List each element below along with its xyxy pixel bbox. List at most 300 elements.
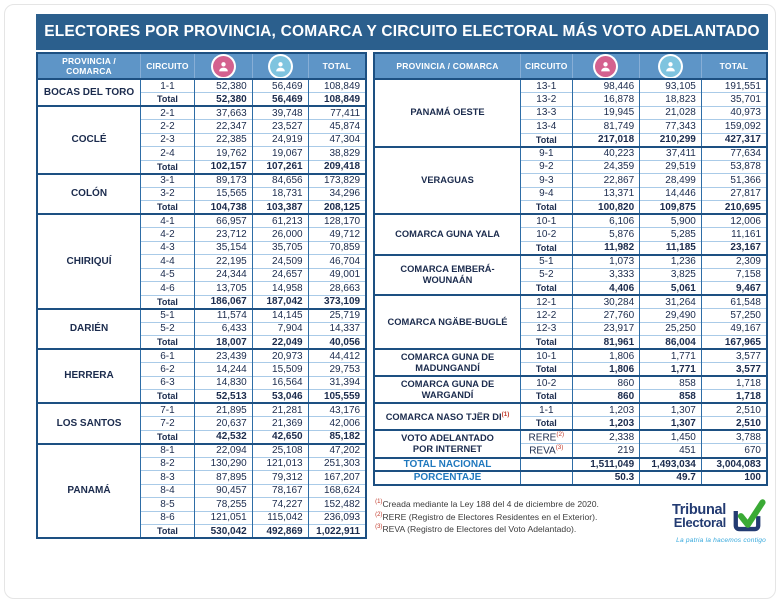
female-count: 15,565	[194, 187, 252, 201]
total-count: 3,577	[701, 349, 767, 363]
male-total: 210,299	[640, 133, 702, 147]
circuit-row	[37, 444, 366, 458]
male-count: 24,509	[252, 255, 308, 269]
total-label: Total	[141, 390, 195, 404]
circuit-label: 13-1	[520, 79, 572, 93]
female-count: 16,878	[572, 93, 640, 107]
female-total: 18,007	[194, 336, 252, 350]
total-count: 44,412	[308, 349, 366, 363]
grand-total: 167,965	[701, 336, 767, 350]
circuit-label: 12-2	[520, 309, 572, 323]
circuit-label: 8-4	[141, 484, 195, 498]
right-table-header	[374, 53, 767, 79]
male-total: 858	[640, 390, 702, 404]
grand-total: 1,022,911	[308, 525, 366, 539]
circuit-label: 1-1	[141, 79, 195, 93]
female-count: 37,663	[194, 106, 252, 120]
female-count: 30,284	[572, 295, 640, 309]
total-count: 61,548	[701, 295, 767, 309]
footnote-text: RERE (Registro de Electores Residentes en el Exterior).	[382, 511, 598, 522]
female-count: 13,705	[194, 282, 252, 296]
female-count: 22,385	[194, 133, 252, 147]
summary-male: 49.7	[640, 471, 702, 485]
grand-total: 9,467	[701, 282, 767, 296]
province-name: COMARCA EMBERÁ-WOUNAÁN	[374, 255, 520, 296]
circuit-row	[374, 147, 767, 161]
footnote-text: Creada mediante la Ley 188 del 4 de diciembre de 2020.	[382, 498, 599, 509]
female-count: 121,051	[194, 511, 252, 525]
male-count: 21,369	[252, 417, 308, 431]
male-count: 5,285	[640, 228, 702, 242]
footnotes	[373, 498, 599, 544]
circuit-label: 2-4	[141, 147, 195, 161]
circuit-label: 12-3	[520, 322, 572, 336]
female-total: 1,203	[572, 417, 640, 431]
male-count: 14,958	[252, 282, 308, 296]
total-count: 236,093	[308, 511, 366, 525]
total-count: 51,366	[701, 174, 767, 188]
circuit-label: 2-2	[141, 120, 195, 134]
total-count: 251,303	[308, 457, 366, 471]
female-count: 98,446	[572, 79, 640, 93]
total-count: 2,309	[701, 255, 767, 269]
male-count: 35,705	[252, 241, 308, 255]
male-count: 31,264	[640, 295, 702, 309]
female-count: 14,244	[194, 363, 252, 377]
male-count: 1,450	[640, 430, 702, 444]
circuit-label: 10-2	[520, 376, 572, 390]
total-column-header: TOTAL	[701, 53, 767, 79]
grand-total: 210,695	[701, 201, 767, 215]
province-name: COMARCA NASO TJËR DI$^{(1)}$	[374, 403, 520, 430]
circuit-row	[374, 430, 767, 444]
female-count: 6,106	[572, 214, 640, 228]
total-count: 49,001	[308, 268, 366, 282]
footnote-marker: (3)	[555, 444, 564, 452]
male-total: 5,061	[640, 282, 702, 296]
male-count: 14,145	[252, 309, 308, 323]
male-count: 3,825	[640, 268, 702, 282]
circuit-row	[37, 79, 366, 93]
male-count: 56,469	[252, 79, 308, 93]
province-name: LOS SANTOS	[37, 403, 141, 444]
province-name: COCLÉ	[37, 106, 141, 174]
female-total: 4,406	[572, 282, 640, 296]
province-name: COLÓN	[37, 174, 141, 215]
male-elector-icon	[660, 56, 681, 77]
total-count: 159,092	[701, 120, 767, 134]
total-count: 14,337	[308, 322, 366, 336]
circuit-label: 6-3	[141, 376, 195, 390]
male-count: 21,028	[640, 106, 702, 120]
male-count: 14,446	[640, 187, 702, 201]
male-count: 15,509	[252, 363, 308, 377]
male-count: 20,973	[252, 349, 308, 363]
total-count: 12,006	[701, 214, 767, 228]
female-count: 2,338	[572, 430, 640, 444]
circuit-label: 6-2	[141, 363, 195, 377]
circuit-label: 5-2	[520, 268, 572, 282]
female-count: 20,637	[194, 417, 252, 431]
province-name: BOCAS DEL TORO	[37, 79, 141, 106]
circuit-label: 13-2	[520, 93, 572, 107]
province-name: PANAMÁ OESTE	[374, 79, 520, 147]
grand-total: 23,167	[701, 241, 767, 255]
female-total: 104,738	[194, 201, 252, 215]
male-total: 86,004	[640, 336, 702, 350]
male-count: 29,519	[640, 160, 702, 174]
circuit-row	[374, 255, 767, 269]
male-count: 21,281	[252, 403, 308, 417]
female-count: 3,333	[572, 268, 640, 282]
male-column-header	[640, 53, 702, 79]
circuit-row	[37, 174, 366, 188]
circuit-label: 4-2	[141, 228, 195, 242]
circuit-label: 8-1	[141, 444, 195, 458]
male-total: 187,042	[252, 295, 308, 309]
male-count: 37,411	[640, 147, 702, 161]
province-name: COMARCA GUNA YALA	[374, 214, 520, 255]
total-label: Total	[520, 336, 572, 350]
female-count: 27,760	[572, 309, 640, 323]
total-count: 7,158	[701, 268, 767, 282]
total-label: Total	[141, 93, 195, 107]
circuit-label: 8-2	[141, 457, 195, 471]
circuit-column-header: CIRCUITO	[520, 53, 572, 79]
total-count: 191,551	[701, 79, 767, 93]
female-count: 860	[572, 376, 640, 390]
male-total: 22,049	[252, 336, 308, 350]
total-label: Total	[141, 160, 195, 174]
male-count: 1,236	[640, 255, 702, 269]
total-count: 173,829	[308, 174, 366, 188]
checkmark-icon	[728, 498, 766, 536]
grand-total: 3,577	[701, 363, 767, 377]
male-count: 61,213	[252, 214, 308, 228]
footnote	[375, 498, 599, 511]
total-count: 77,634	[701, 147, 767, 161]
total-column-header: TOTAL	[308, 53, 366, 79]
circuit-row	[37, 214, 366, 228]
female-count: 22,867	[572, 174, 640, 188]
summary-row	[374, 458, 767, 472]
page-title: ELECTORES POR PROVINCIA, COMARCA Y CIRCUITO ELECTORAL MÁS VOTO ADELANTADO	[36, 14, 768, 50]
male-count: 451	[640, 444, 702, 458]
total-count: 31,394	[308, 376, 366, 390]
male-total: 56,469	[252, 93, 308, 107]
circuit-label: 12-1	[520, 295, 572, 309]
circuit-label: 5-2	[141, 322, 195, 336]
circuit-row	[374, 214, 767, 228]
grand-total: 1,718	[701, 390, 767, 404]
circuit-label: 10-1	[520, 349, 572, 363]
male-count: 23,527	[252, 120, 308, 134]
right-table	[373, 52, 768, 486]
total-count: 47,202	[308, 444, 366, 458]
total-count: 49,167	[701, 322, 767, 336]
right-column	[373, 52, 768, 544]
female-elector-icon	[595, 56, 616, 77]
province-column-header: PROVINCIA / COMARCA	[37, 53, 141, 79]
circuit-label: 3-2	[141, 187, 195, 201]
female-count: 22,347	[194, 120, 252, 134]
circuit-label: 3-1	[141, 174, 195, 188]
grand-total: 209,418	[308, 160, 366, 174]
male-count: 5,900	[640, 214, 702, 228]
male-count: 26,000	[252, 228, 308, 242]
grand-total: 105,559	[308, 390, 366, 404]
circuit-label: 5-1	[520, 255, 572, 269]
total-count: 1,718	[701, 376, 767, 390]
circuit-label: 9-1	[520, 147, 572, 161]
footnote-marker: (3)	[375, 524, 383, 531]
footnote-marker: (2)	[556, 431, 565, 438]
male-count: 39,748	[252, 106, 308, 120]
female-count: 35,154	[194, 241, 252, 255]
total-count: 2,510	[701, 403, 767, 417]
female-count: 89,173	[194, 174, 252, 188]
logo-tagline: La patria la hacemos contigo	[676, 536, 766, 544]
total-label: Total	[141, 336, 195, 350]
female-count: 19,762	[194, 147, 252, 161]
female-count: 1,806	[572, 349, 640, 363]
total-count: 168,624	[308, 484, 366, 498]
total-label: Total	[520, 241, 572, 255]
total-count: 128,170	[308, 214, 366, 228]
female-count: 87,895	[194, 471, 252, 485]
summary-label: TOTAL NACIONAL	[374, 458, 520, 472]
total-label: Total	[520, 133, 572, 147]
province-name: VOTO ADELANTADO POR INTERNET	[374, 430, 520, 458]
grand-total: 2,510	[701, 417, 767, 431]
total-count: 3,788	[701, 430, 767, 444]
total-count: 43,176	[308, 403, 366, 417]
grand-total: 427,317	[701, 133, 767, 147]
province-name: COMARCA GUNA DE MADUNGANDÍ	[374, 349, 520, 376]
total-count: 28,663	[308, 282, 366, 296]
circuit-label: 4-4	[141, 255, 195, 269]
female-count: 66,957	[194, 214, 252, 228]
male-total: 11,185	[640, 241, 702, 255]
female-count: 11,574	[194, 309, 252, 323]
circuit-row	[374, 295, 767, 309]
grand-total: 373,109	[308, 295, 366, 309]
male-count: 7,904	[252, 322, 308, 336]
female-count: 5,876	[572, 228, 640, 242]
female-total: 52,380	[194, 93, 252, 107]
circuit-column-header: CIRCUITO	[141, 53, 195, 79]
total-count: 38,829	[308, 147, 366, 161]
circuit-label: 5-1	[141, 309, 195, 323]
summary-label: PORCENTAJE	[374, 471, 520, 485]
province-name: COMARCA GUNA DE WARGANDÍ	[374, 376, 520, 403]
male-total: 109,875	[640, 201, 702, 215]
circuit-label: 8-3	[141, 471, 195, 485]
summary-female: 1,511,049	[572, 458, 640, 472]
footer	[373, 498, 768, 544]
female-count: 219	[572, 444, 640, 458]
circuit-label: 10-2	[520, 228, 572, 242]
female-count: 6,433	[194, 322, 252, 336]
female-elector-icon	[213, 56, 234, 77]
total-count: 29,753	[308, 363, 366, 377]
male-count: 24,657	[252, 268, 308, 282]
total-count: 34,296	[308, 187, 366, 201]
male-count: 19,067	[252, 147, 308, 161]
female-count: 130,290	[194, 457, 252, 471]
female-count: 1,203	[572, 403, 640, 417]
total-count: 108,849	[308, 79, 366, 93]
circuit-row	[374, 403, 767, 417]
male-count: 79,312	[252, 471, 308, 485]
total-count: 77,411	[308, 106, 366, 120]
circuit-row	[37, 106, 366, 120]
male-column-header	[252, 53, 308, 79]
female-count: 19,945	[572, 106, 640, 120]
male-count: 93,105	[640, 79, 702, 93]
summary-female: 50.3	[572, 471, 640, 485]
male-total: 107,261	[252, 160, 308, 174]
total-count: 27,817	[701, 187, 767, 201]
total-count: 53,878	[701, 160, 767, 174]
summary-total: 100	[701, 471, 767, 485]
male-elector-icon	[270, 56, 291, 77]
male-count: 77,343	[640, 120, 702, 134]
footnote	[375, 523, 599, 536]
female-total: 52,513	[194, 390, 252, 404]
female-count: 81,749	[572, 120, 640, 134]
province-name: VERAGUAS	[374, 147, 520, 215]
circuit-label: 4-1	[141, 214, 195, 228]
female-count: 22,195	[194, 255, 252, 269]
total-count: 670	[701, 444, 767, 458]
circuit-row	[37, 403, 366, 417]
female-count: 22,094	[194, 444, 252, 458]
circuit-row	[37, 309, 366, 323]
province-name: COMARCA NGÄBE-BUGLÉ	[374, 295, 520, 349]
grand-total: 40,056	[308, 336, 366, 350]
total-label: Total	[141, 430, 195, 444]
left-table-header	[37, 53, 366, 79]
circuit-label: 4-5	[141, 268, 195, 282]
female-total: 186,067	[194, 295, 252, 309]
female-total: 42,532	[194, 430, 252, 444]
province-column-header: PROVINCIA / COMARCA	[374, 53, 520, 79]
circuit-label: 6-1	[141, 349, 195, 363]
circuit-label: 7-1	[141, 403, 195, 417]
total-label: Total	[520, 282, 572, 296]
female-count: 23,712	[194, 228, 252, 242]
total-label: Total	[141, 201, 195, 215]
total-count: 45,874	[308, 120, 366, 134]
grand-total: 208,125	[308, 201, 366, 215]
female-count: 90,457	[194, 484, 252, 498]
female-count: 13,371	[572, 187, 640, 201]
circuit-label: RERE$^{(2)}$	[520, 430, 572, 444]
female-total: 860	[572, 390, 640, 404]
total-count: 42,006	[308, 417, 366, 431]
female-count: 21,895	[194, 403, 252, 417]
female-count: 1,073	[572, 255, 640, 269]
male-total: 103,387	[252, 201, 308, 215]
total-label: Total	[520, 363, 572, 377]
female-count: 52,380	[194, 79, 252, 93]
footnote-marker: (1)	[375, 498, 383, 505]
total-count: 152,482	[308, 498, 366, 512]
male-total: 492,869	[252, 525, 308, 539]
circuit-label: 2-3	[141, 133, 195, 147]
circuit-row	[374, 79, 767, 93]
left-table	[36, 52, 367, 539]
logo-wordmark: Tribunal Electoral	[672, 501, 726, 531]
male-count: 29,490	[640, 309, 702, 323]
circuit-label: 9-2	[520, 160, 572, 174]
female-column-header	[572, 53, 640, 79]
circuit-label: 9-3	[520, 174, 572, 188]
female-count: 14,830	[194, 376, 252, 390]
female-count: 23,439	[194, 349, 252, 363]
female-total: 217,018	[572, 133, 640, 147]
female-total: 100,820	[572, 201, 640, 215]
total-label: Total	[520, 201, 572, 215]
female-total: 102,157	[194, 160, 252, 174]
total-count: 47,304	[308, 133, 366, 147]
total-count: 11,161	[701, 228, 767, 242]
female-count: 24,359	[572, 160, 640, 174]
male-count: 858	[640, 376, 702, 390]
total-count: 57,250	[701, 309, 767, 323]
total-count: 25,719	[308, 309, 366, 323]
female-total: 530,042	[194, 525, 252, 539]
tables-area	[36, 52, 768, 544]
female-count: 40,223	[572, 147, 640, 161]
total-count: 167,207	[308, 471, 366, 485]
summary-male: 1,493,034	[640, 458, 702, 472]
total-count: 46,704	[308, 255, 366, 269]
summary-total: 3,004,083	[701, 458, 767, 472]
total-count: 49,712	[308, 228, 366, 242]
male-total: 53,046	[252, 390, 308, 404]
grand-total: 108,849	[308, 93, 366, 107]
total-count: 40,973	[701, 106, 767, 120]
footnote-marker: (1)	[501, 410, 510, 418]
footnote-marker: (2)	[375, 511, 383, 518]
total-label: Total	[141, 525, 195, 539]
male-count: 78,167	[252, 484, 308, 498]
circuit-label: REVA$^{(3)}$	[520, 444, 572, 458]
circuit-row	[374, 349, 767, 363]
male-count: 16,564	[252, 376, 308, 390]
circuit-label: 10-1	[520, 214, 572, 228]
circuit-label: 7-2	[141, 417, 195, 431]
province-name: CHIRIQUÍ	[37, 214, 141, 309]
footnote-text: REVA (Registro de Electores del Voto Adelantado).	[382, 524, 577, 535]
male-count: 74,227	[252, 498, 308, 512]
female-count: 24,344	[194, 268, 252, 282]
female-total: 81,961	[572, 336, 640, 350]
circuit-label: 13-3	[520, 106, 572, 120]
circuit-row	[37, 349, 366, 363]
total-label: Total	[520, 390, 572, 404]
female-count: 23,917	[572, 322, 640, 336]
male-count: 1,307	[640, 403, 702, 417]
male-total: 1,771	[640, 363, 702, 377]
circuit-label: 1-1	[520, 403, 572, 417]
circuit-label: 4-3	[141, 241, 195, 255]
province-name: HERRERA	[37, 349, 141, 403]
circuit-label: 2-1	[141, 106, 195, 120]
circuit-label: 9-4	[520, 187, 572, 201]
